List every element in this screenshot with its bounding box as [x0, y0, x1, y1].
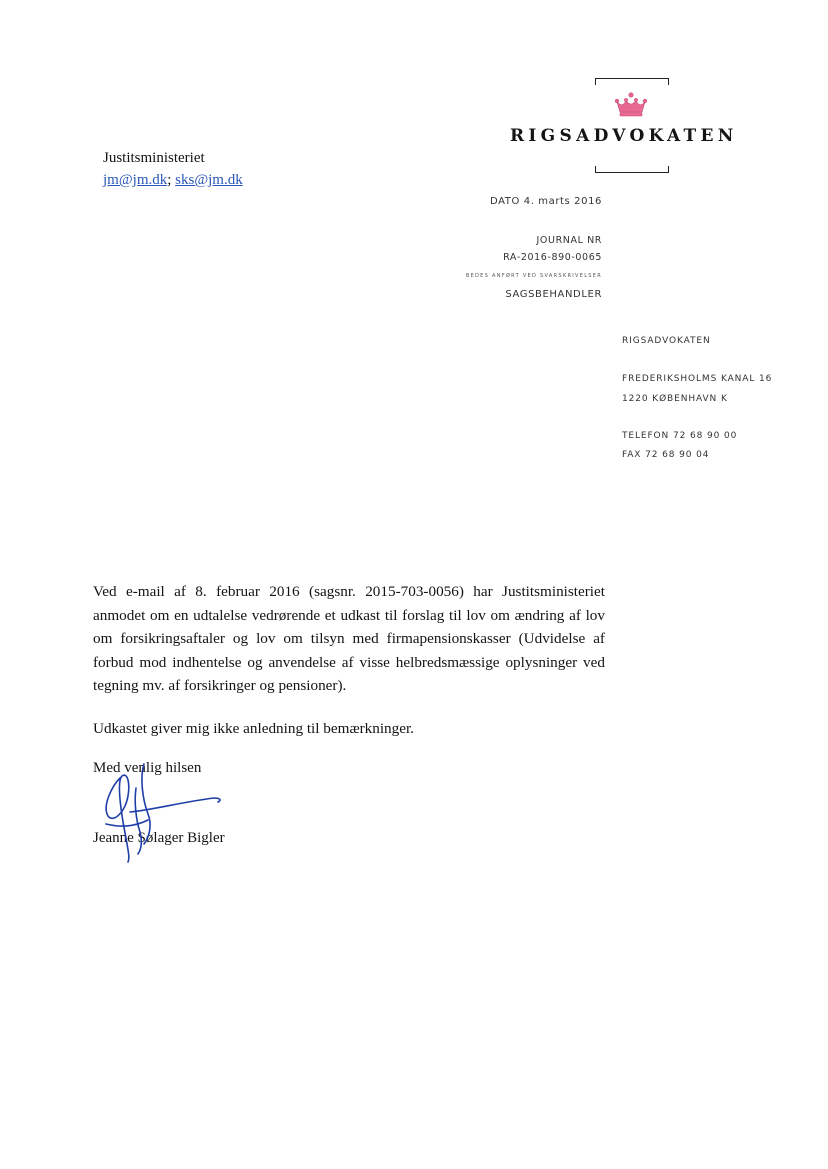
logo-top-rule — [595, 78, 669, 85]
body-paragraph-1: Ved e-mail af 8. februar 2016 (sagsnr. 2015-703-0056) har Justitsministeriet anmodet om en udtalelse vedrørende et udkast til forslag til lov om ændring af lov om forsikringsaftaler og lov om tilsyn med firmapensionskasser (Udvidelse af forbud mod indhentelse og anvendelse af visse helbredsmæssige oplysninger ved tegning mv. af forsikringer og pensioner). — [93, 583, 605, 694]
reply-note: BEDES ANFØRT VED SVARSKRIVELSER — [465, 273, 602, 279]
address-city: 1220 KØBENHAVN K — [622, 394, 728, 404]
recipient-emails — [103, 169, 243, 191]
body-paragraph-2: Udkastet giver mig ikke anledning til bemærkninger. — [93, 720, 414, 737]
journal-number: RA-2016-890-0065 — [503, 252, 602, 263]
email-link-sks[interactable]: sks@jm.dk — [175, 172, 243, 188]
logo-bottom-rule — [595, 166, 669, 173]
email-link-jm[interactable]: jm@jm.dk — [103, 172, 168, 188]
signer-name: Jeanne Sølager Bigler — [93, 830, 225, 846]
closing-greeting: Med venlig hilsen — [93, 760, 202, 776]
address-street: FREDERIKSHOLMS KANAL 16 — [622, 374, 773, 384]
handwritten-signature — [92, 758, 232, 868]
letter-date: DATO 4. marts 2016 — [489, 196, 602, 207]
org-logo-name: RIGSADVOKATEN — [510, 126, 738, 146]
address-org: RIGSADVOKATEN — [622, 336, 711, 346]
journal-label: JOURNAL NR — [536, 235, 602, 246]
address-fax: FAX 72 68 90 04 — [622, 450, 710, 460]
recipient-name: Justitsministeriet — [103, 150, 205, 166]
recipient-block — [103, 147, 243, 191]
email-separator: ; — [167, 172, 172, 188]
crown-icon — [614, 92, 648, 118]
letterhead-logo — [500, 70, 760, 180]
address-phone: TELEFON 72 68 90 00 — [622, 431, 738, 441]
case-handler-label: SAGSBEHANDLER — [505, 289, 602, 300]
